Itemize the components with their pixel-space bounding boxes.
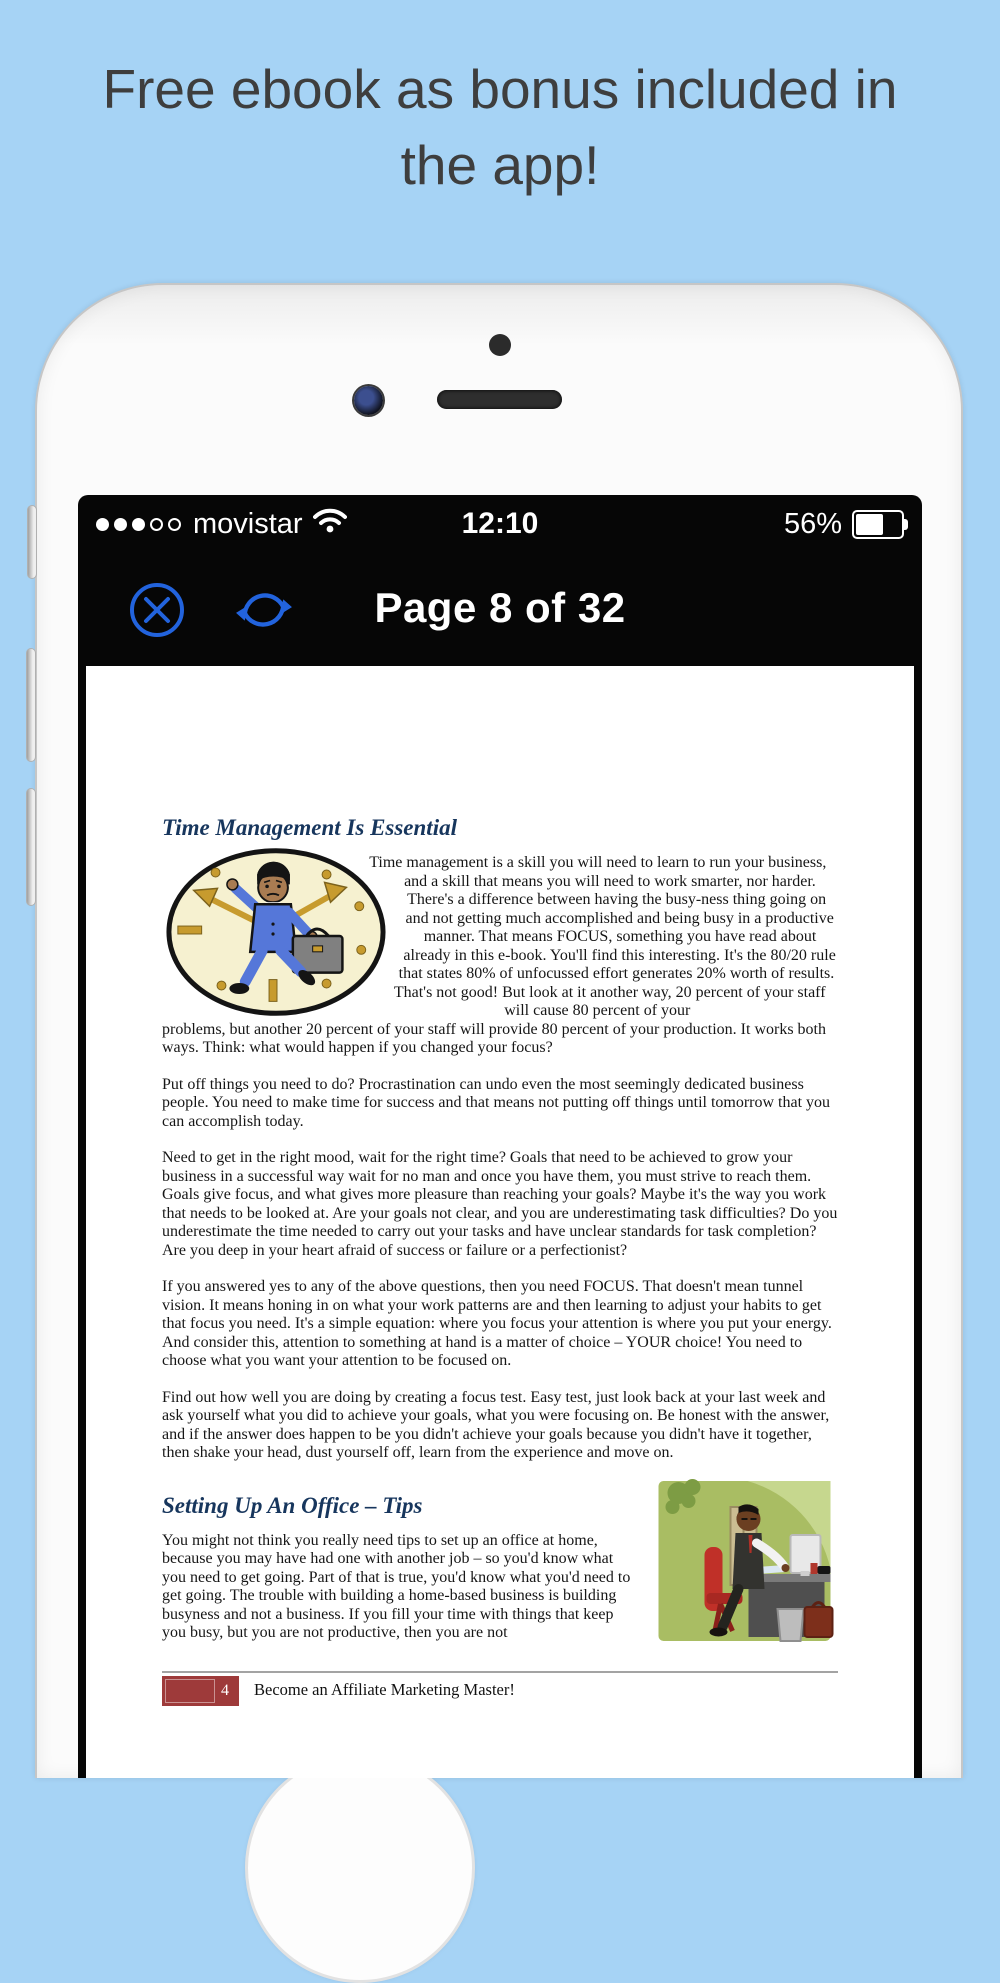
ebook-document	[86, 666, 914, 1706]
footer-book-title: Become an Affiliate Marketing Master!	[254, 1680, 515, 1700]
battery-icon	[852, 510, 904, 539]
page-indicator: Page 8 of 32	[374, 583, 626, 631]
status-bar	[78, 495, 922, 553]
section-heading-office-tips: Setting Up An Office – Tips	[162, 1492, 423, 1518]
paragraph-procrastination: Put off things you need to do? Procrastination can undo even the most seemingly dedicated business people. You need to make time for success and that means not putting off things until tomorrow that you can accomplish today.	[162, 1075, 831, 1130]
paragraph-focus: If you answered yes to any of the above questions, then you need FOCUS. That doesn't mean tunnel vision. It means honing in on what your work patterns are and then learning to adjust your habits to get that focus you need. It's a simple equation: where you focus your attention is where you put your energy. And consider this, attention to something at hand is a matter of choice – YOUR choice! You need to choose what you want your attention to be focused on.	[162, 1278, 832, 1369]
ebook-page[interactable]	[86, 666, 914, 1778]
paragraph-goals: Need to get in the right mood, wait for the right time? Goals that need to be achieved to grow your business in a successful way wait for no man and once you have them, you must strive to reach them. Goals give focus, and what gives more pleasure than reaching your goals? Maybe it's the way you work that needs to be looked at. Are your goals not clear, and you are underestimating task difficulties? Do you underestimate the time needed to carry out your tasks and have unclear standards for task completion? Are you deep in your heart afraid of success or failure or a perfectionist?	[162, 1149, 838, 1259]
headline: Free ebook as bonus included in the app!	[102, 58, 898, 196]
paragraph-time-management-2: problems, but another 20 percent of your staff will provide 80 percent of your production. It works both ways. Think: what would happen if you changed your focus?	[162, 1020, 826, 1056]
volume-up-button	[26, 648, 36, 762]
proximity-sensor-dot	[489, 334, 511, 356]
mute-switch	[27, 505, 37, 579]
home-button	[245, 1753, 475, 1983]
footer-page-number: 4	[221, 1681, 229, 1699]
section-heading-time-management: Time Management Is Essential	[162, 815, 457, 840]
carrier-label: movistar	[193, 507, 303, 540]
front-camera-icon	[354, 386, 383, 415]
battery-percent-label: 56%	[783, 507, 842, 540]
home-office-illustration	[652, 1477, 838, 1649]
footer-page-number-badge	[162, 1676, 239, 1706]
section-office	[162, 1493, 838, 1643]
earpiece-speaker	[437, 390, 562, 409]
paragraph-time-management-1: Time management is a skill you will need to learn to run your business, and a skill that means you will need to work smarter, nor harder. There's a difference between having the busy-ness thing going on and not getting much accomplished and being busy in a productive manner. That means FOCUS, something you have read about already in this e-book. You'll find this interesting. It's the 80/20 rule that states 80% of unfocussed effort generates 20% worth of results. That's not good! But look at it another way, 20 percent of your staff will cause 80 percent of your	[369, 854, 836, 1019]
reader-nav-bar	[78, 553, 922, 666]
paragraph-office-tips: You might not think you really need tips to set up an office at home, because you may have had one with another job – so you'd know what you need to get going. Part of that is true, you'd know what you'd need to get going. The trouble with building a home-based business is building busyness and not a business. If you fill your time with things that keep you busy, but you are not productive, then you are not	[162, 1531, 631, 1641]
phone-screen	[78, 495, 922, 1778]
clock-businessman-illustration	[162, 846, 390, 1018]
volume-down-button	[26, 788, 36, 906]
ebook-footer	[162, 1671, 838, 1706]
paragraph-focus-test: Find out how well you are doing by creating a focus test. Easy test, just look back at your last week and ask yourself what you did to achieve your goals, what you were focusing on. Be honest with the answer, and if the answer does happen to be you didn't achieve your goals because you didn't have it together, then shake your head, dust yourself off, learn from the experience and move on.	[162, 1388, 830, 1461]
status-time: 12:10	[461, 507, 539, 540]
